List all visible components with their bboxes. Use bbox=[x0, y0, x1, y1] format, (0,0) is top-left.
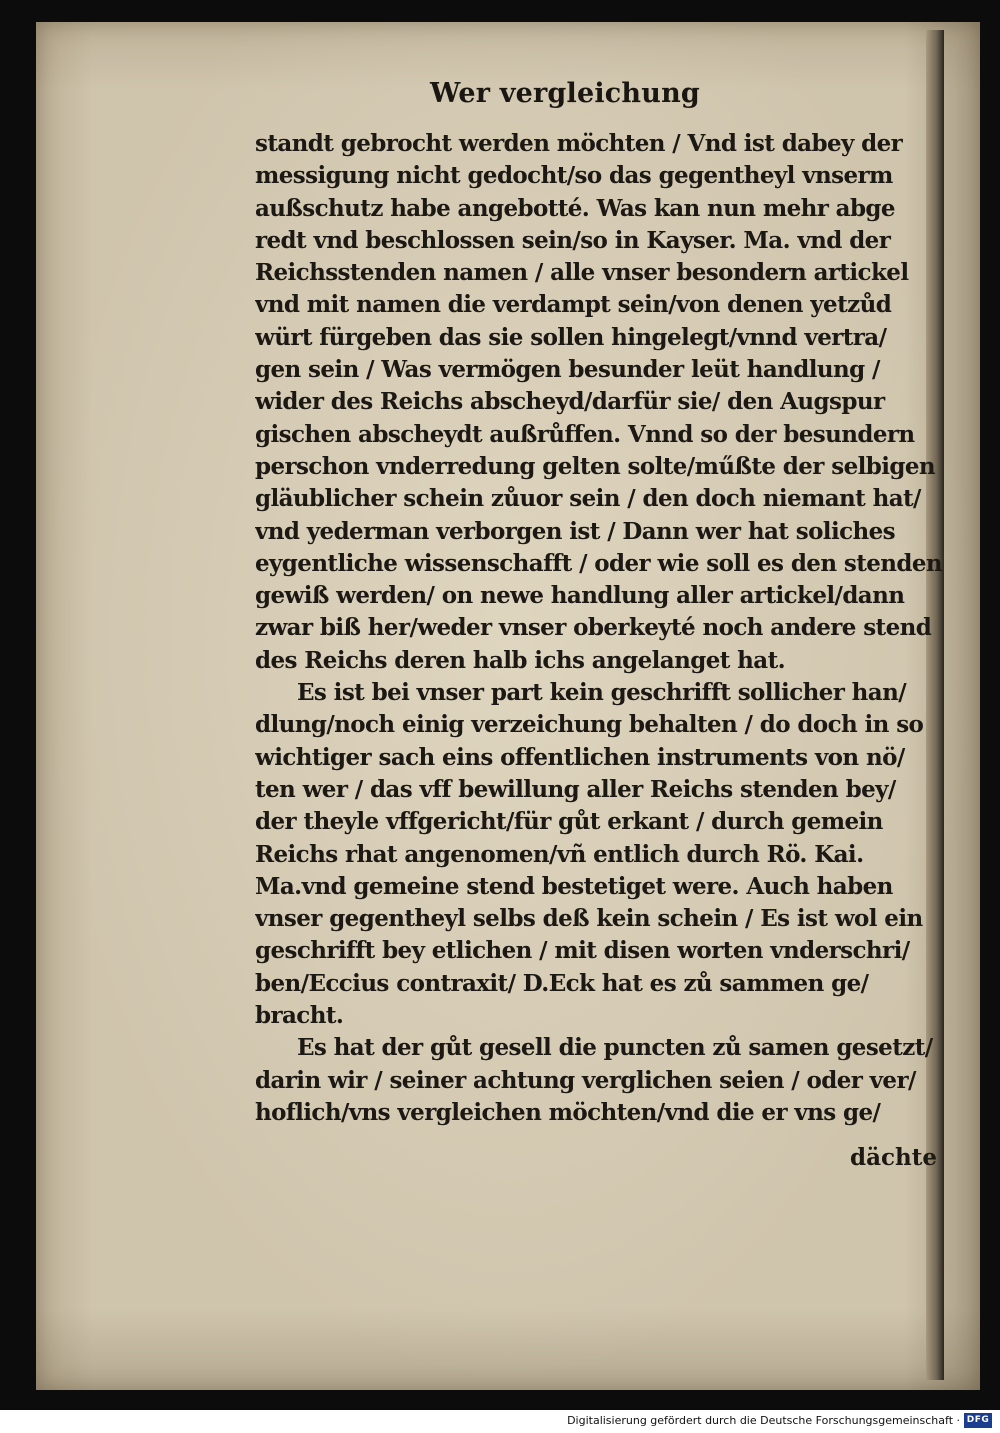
paragraph-start-line: Es ist bei vnser part kein geschrifft sollicher han/ bbox=[297, 679, 907, 707]
text-line: außschutz habe angebotté. Was kan nun mehr abge bbox=[255, 194, 895, 222]
text-line: gischen abscheydt außrůffen. Vnnd so der besundern bbox=[255, 420, 915, 448]
text-line: dlung/noch einig verzeichung behalten / do doch in so bbox=[255, 711, 924, 739]
text-line: redt vnd beschlossen sein/so in Kayser. Ma. vnd der bbox=[255, 226, 891, 254]
body-text bbox=[255, 128, 945, 1129]
text-line: würt fürgeben das sie sollen hingelegt/vnnd vertra/ bbox=[255, 323, 887, 351]
text-line: geschrifft bey etlichen / mit disen worten vnderschri/ bbox=[255, 937, 910, 965]
text-line: ben/Eccius contraxit/ D.Eck hat es zů sammen ge/ bbox=[255, 969, 869, 997]
text-line: vnd mit namen die verdampt sein/von denen yetzůd bbox=[255, 291, 892, 319]
running-head: Wer vergleichung bbox=[430, 78, 700, 109]
catchword: dächte bbox=[850, 1144, 937, 1171]
text-line: gen sein / Was vermögen besunder leüt handlung / bbox=[255, 356, 880, 384]
text-line: gläublicher schein zůuor sein / den doch niemant hat/ bbox=[255, 485, 921, 513]
text-line: bracht. bbox=[255, 1002, 344, 1030]
text-line: wider des Reichs abscheyd/darfür sie/ den Augspur bbox=[255, 388, 885, 416]
text-line: Ma.vnd gemeine stend bestetiget were. Auch haben bbox=[255, 872, 893, 900]
text-line: Reichs rhat angenomen/vñ entlich durch Rö. Kai. bbox=[255, 840, 864, 868]
text-line: ten wer / das vff bewillung aller Reichs stenden bey/ bbox=[255, 775, 896, 803]
text-line: eygentliche wissenschafft / oder wie soll es den stenden bbox=[255, 549, 943, 577]
funding-credit: Digitalisierung gefördert durch die Deutsche Forschungsgemeinschaft · bbox=[567, 1414, 960, 1427]
text-line: darin wir / seiner achtung verglichen seien / oder ver/ bbox=[255, 1066, 916, 1094]
text-line: zwar biß her/weder vnser oberkeyté noch andere stend bbox=[255, 614, 932, 642]
paragraph-start-line: Es hat der gůt gesell die puncten zů samen gesetzt/ bbox=[297, 1034, 933, 1062]
text-line: Reichsstenden namen / alle vnser besondern artickel bbox=[255, 259, 909, 287]
text-line: perschon vnderredung gelten solte/műßte der selbigen bbox=[255, 452, 936, 480]
text-line: standt gebrocht werden möchten / Vnd ist dabey der bbox=[255, 130, 903, 157]
dfg-logo: DFG bbox=[964, 1413, 992, 1428]
text-line: der theyle vffgericht/für gůt erkant / durch gemein bbox=[255, 808, 883, 836]
text-line: hoflich/vns vergleichen möchten/vnd die er vns ge/ bbox=[255, 1098, 881, 1126]
text-line: vnd yederman verborgen ist / Dann wer hat soliches bbox=[255, 517, 895, 545]
text-line: vnser gegentheyl selbs deß kein schein / Es ist wol ein bbox=[255, 905, 923, 933]
footer-bar bbox=[0, 1410, 1000, 1433]
text-line: gewiß werden/ on newe handlung aller artickel/dann bbox=[255, 582, 905, 610]
text-line: des Reichs deren halb ichs angelanget hat. bbox=[255, 646, 786, 674]
text-line: messigung nicht gedocht/so das gegentheyl vnserm bbox=[255, 162, 893, 190]
text-line: wichtiger sach eins offentlichen instruments von nö/ bbox=[255, 743, 905, 771]
